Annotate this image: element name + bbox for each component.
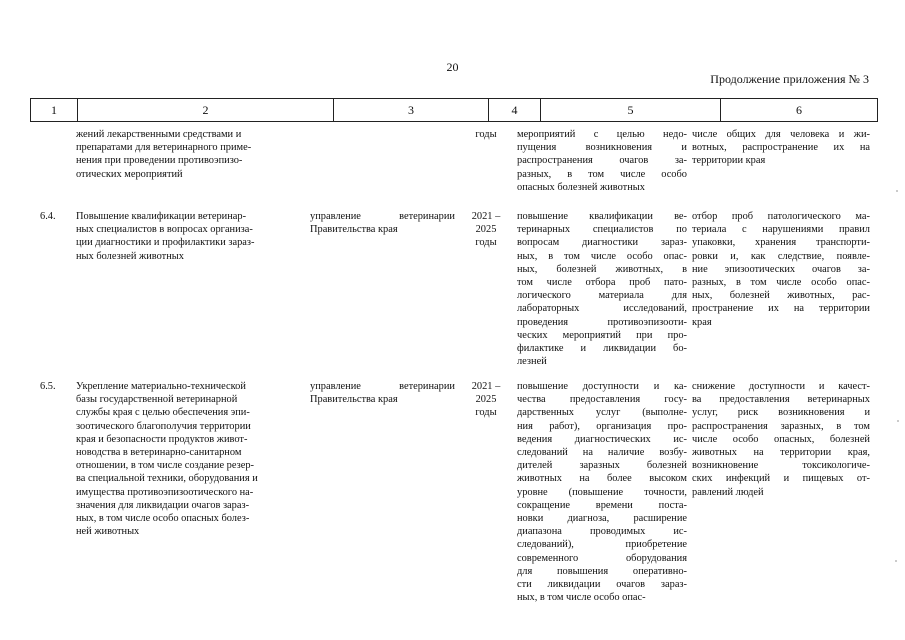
cell-line: диапазона проводимых ис- xyxy=(517,526,687,538)
cell-period xyxy=(463,210,509,250)
cell-line: вопросам диагностики зараз- xyxy=(517,237,687,249)
cell-line: пущения возникновения и xyxy=(517,142,687,154)
row-number: 6.4. xyxy=(40,211,56,222)
cell-line: ных специалистов в вопросах организа- xyxy=(76,224,253,236)
cell-line: териала с нарушениями правил xyxy=(692,224,870,236)
cell-line: следований на наличие возбу- xyxy=(517,447,687,459)
cell-line: распространения заразных, в том xyxy=(692,420,870,432)
cell-responsible xyxy=(310,380,455,406)
cell-line: управление ветеринарии xyxy=(310,381,455,392)
cell-line: годы xyxy=(475,129,497,140)
cell-line: отбор проб патологического ма- xyxy=(692,211,870,222)
cell-line: уровне (повышение точности, xyxy=(517,486,687,498)
cell-line: сти ликвидации очагов зараз- xyxy=(517,579,687,591)
cell-line: теринарных специалистов по xyxy=(517,224,687,236)
cell-line: возникновение токсикологиче- xyxy=(692,460,870,472)
header-cell-4: 4 xyxy=(489,99,541,121)
cell-line: пространение их на территории xyxy=(692,303,870,315)
cell-line: лабораторных исследований, xyxy=(517,303,687,315)
cell-line: Правительства края xyxy=(310,224,398,236)
cell-line: годы xyxy=(475,237,497,249)
cell-consequences xyxy=(692,128,870,168)
cell-line: числе особо опасных, болезней xyxy=(692,433,870,445)
cell-line: дарственных услуг (выполне- xyxy=(517,407,687,419)
cell-measure-name xyxy=(76,210,254,263)
cell-consequences xyxy=(692,210,870,329)
cell-line: Повышение квалификации ветеринар- xyxy=(76,211,247,222)
cell-line: повышение доступности и ка- xyxy=(517,381,687,392)
cell-line: службы края с целью обеспечения эпи- xyxy=(76,407,250,419)
row-number: 6.5. xyxy=(40,381,56,392)
cell-line: ва предоставления ветеринарных xyxy=(692,394,870,406)
table-header-row xyxy=(30,98,878,122)
cell-line: следований), приобретение xyxy=(517,539,687,551)
scan-artifact xyxy=(896,190,898,192)
cell-line: территории края xyxy=(692,155,766,167)
cell-line: равлений людей xyxy=(692,486,764,498)
cell-line: распространения очагов за- xyxy=(517,155,687,167)
cell-line: снижение доступности и качест- xyxy=(692,381,870,392)
cell-line: ских инфекций и пищевых от- xyxy=(692,473,870,485)
cell-line: ции диагностики и профилактики зараз- xyxy=(76,237,255,249)
cell-line: для повышения оперативно- xyxy=(517,565,687,577)
cell-line: повышение квалификации ве- xyxy=(517,211,687,222)
cell-line: ней животных xyxy=(76,526,140,538)
cell-measure-name xyxy=(76,380,258,538)
cell-line: препаратами для ветеринарного приме- xyxy=(76,142,252,154)
cell-line: ных, болезней животных, рас- xyxy=(692,290,870,302)
cell-line: услуг, риск возникновения и xyxy=(692,407,870,419)
cell-line: 2025 xyxy=(475,224,497,236)
cell-line: ных, в том числе особо опасных болез- xyxy=(76,513,250,525)
cell-line: жений лекарственными средствами и xyxy=(76,129,242,140)
cell-line: отических мероприятий xyxy=(76,168,183,180)
header-cell-5: 5 xyxy=(541,99,721,121)
cell-line: Правительства края xyxy=(310,394,398,406)
cell-line: упаковки, хранения транспорти- xyxy=(692,237,870,249)
cell-measure-name xyxy=(76,128,251,181)
cell-line: животных на более высоком xyxy=(517,473,687,485)
cell-expected-result xyxy=(517,128,687,194)
cell-responsible xyxy=(310,210,455,236)
cell-period xyxy=(463,128,509,141)
cell-line: Укрепление материально-технической xyxy=(76,381,246,392)
cell-line: имущества противоэпизоотического на- xyxy=(76,486,254,498)
cell-line: дителей заразных болезней xyxy=(517,460,687,472)
header-cell-3: 3 xyxy=(334,99,489,121)
cell-consequences xyxy=(692,380,870,499)
scan-artifact xyxy=(897,420,899,422)
cell-expected-result xyxy=(517,210,687,368)
cell-line: том числе отбора проб пато- xyxy=(517,277,687,289)
cell-line: края xyxy=(692,316,712,328)
cell-line: чества предоставления госу- xyxy=(517,394,687,406)
cell-line: ведения диагностических ис- xyxy=(517,433,687,445)
cell-line: 2021 – xyxy=(471,211,501,222)
cell-line: ния работ), организация про- xyxy=(517,420,687,432)
header-cell-1: 1 xyxy=(31,99,78,121)
cell-line: ных, в том числе особо опас- xyxy=(517,250,687,262)
cell-line: мероприятий с целью недо- xyxy=(517,129,687,140)
cell-line: годы xyxy=(475,407,497,419)
cell-period xyxy=(463,380,509,420)
cell-line: ва специальной техники, оборудования и xyxy=(76,473,258,485)
cell-line: разных, в том числе особо xyxy=(517,168,687,180)
cell-line: логического материала для xyxy=(517,290,687,302)
cell-line: 2025 xyxy=(475,394,497,406)
cell-line: опасных болезней животных xyxy=(517,181,645,193)
cell-line: современного оборудования xyxy=(517,552,687,564)
cell-line: ние эпизоотических очагов за- xyxy=(692,263,870,275)
cell-line: ческих мероприятий при про- xyxy=(517,329,687,341)
cell-line: филактике и ликвидации бо- xyxy=(517,343,687,355)
cell-line: вотных, распространение их на xyxy=(692,142,870,154)
cell-line: животных на территории края, xyxy=(692,447,870,459)
cell-line: ных, болезней животных, в xyxy=(517,263,687,275)
cell-line: разных, в том числе особо опас- xyxy=(692,277,870,289)
cell-line: 2021 – xyxy=(471,381,501,392)
cell-line: новки диагноза, расширение xyxy=(517,513,687,525)
scan-artifact xyxy=(895,560,897,562)
cell-line: края и безопасности продуктов живот- xyxy=(76,433,248,445)
cell-line: значения для ликвидации очагов зараз- xyxy=(76,499,250,511)
cell-line: сокращение времени поста- xyxy=(517,499,687,511)
header-cell-6: 6 xyxy=(796,103,802,117)
continuation-label: Продолжение приложения № 3 xyxy=(710,72,869,86)
cell-line: нения при проведении противоэпизо- xyxy=(76,155,243,167)
cell-expected-result xyxy=(517,380,687,604)
page-number: 20 xyxy=(446,60,459,74)
header-cell-2: 2 xyxy=(78,99,334,121)
cell-line: новодства в ветеринарно-санитарном xyxy=(76,447,242,459)
cell-line: управление ветеринарии xyxy=(310,211,455,222)
cell-line: лезней xyxy=(517,356,547,368)
cell-line: ных болезней животных xyxy=(76,250,184,262)
cell-line: ных, в том числе особо опас- xyxy=(517,592,646,604)
cell-line: числе общих для человека и жи- xyxy=(692,129,870,140)
cell-line: проведения противоэпизооти- xyxy=(517,316,687,328)
cell-line: базы государственной ветеринарной xyxy=(76,394,238,406)
cell-line: зоотического благополучия территории xyxy=(76,420,251,432)
cell-line: отношении, в том числе создание резер- xyxy=(76,460,254,472)
cell-line: ровки и, как следствие, появле- xyxy=(692,250,870,262)
